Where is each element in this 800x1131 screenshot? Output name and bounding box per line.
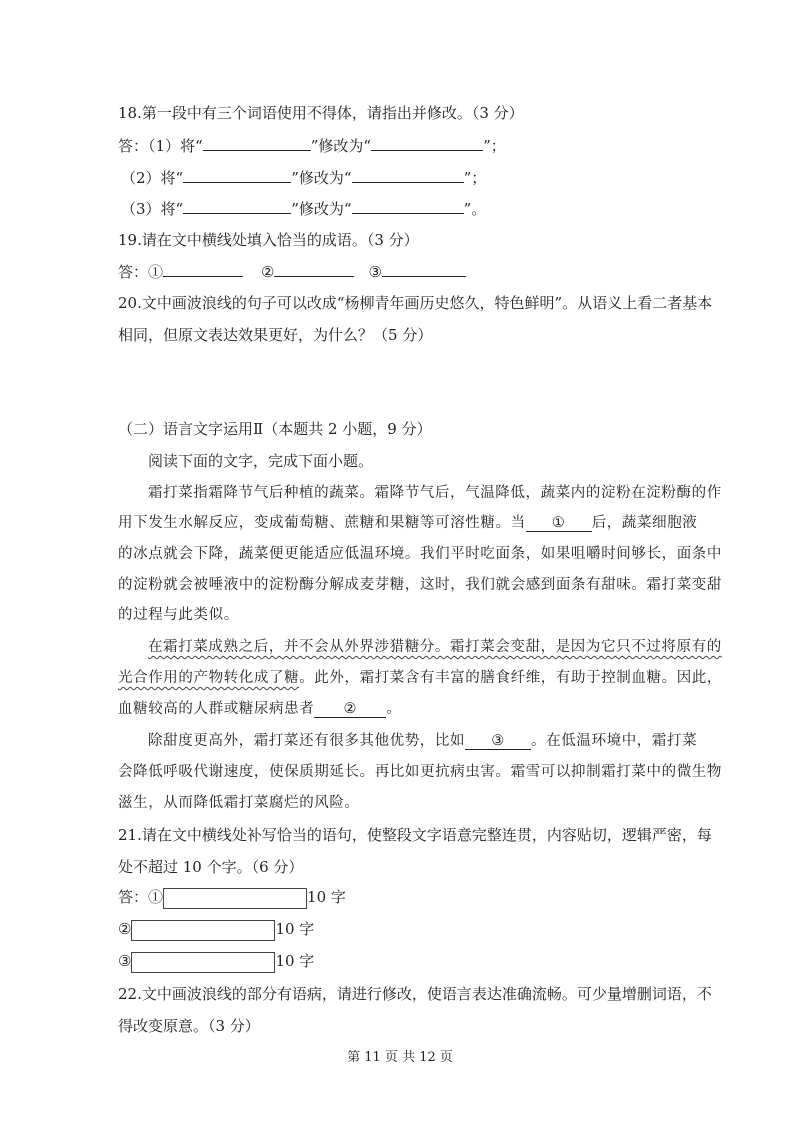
- q21-answer-1: [118, 887, 346, 909]
- wavy-sentence: 在霜打菜成熟之后，并不会从外界涉猎糖分。霜打菜会变甜，是因为它只不过将原有的: [148, 639, 722, 655]
- q21-answer-box-1[interactable]: [163, 888, 307, 909]
- q18-blank-3a[interactable]: [183, 199, 291, 214]
- passage-text: 。在低温环境中，霜打菜: [531, 733, 698, 749]
- passage-p1-line-5: 的过程与此类似。: [118, 607, 239, 623]
- q18-blank-1b[interactable]: [371, 136, 483, 151]
- q18-item2-prefix: （2）将“: [121, 169, 184, 187]
- marker-1: ①: [148, 888, 164, 906]
- q20-question-line-1: 20.文中画波浪线的句子可以改成“杨柳青年画历史悠久，特色鲜明”。从语义上看二者基本: [118, 294, 713, 312]
- q18-question: 18.第一段中有三个词语使用不得体，请指出并修改。（3 分）: [118, 104, 524, 122]
- q21-answer-box-3[interactable]: [131, 952, 275, 973]
- passage-blank-3[interactable]: ③: [465, 733, 531, 750]
- page-footer: 第 11 页 共 12 页: [347, 1050, 453, 1065]
- passage-text: 除甜度更高外，霜打菜还有很多其他优势，比如: [148, 733, 466, 749]
- q18-end: ”。: [463, 200, 487, 218]
- section-heading: （二）语言文字运用Ⅱ（本题共 2 小题，9 分）: [118, 420, 432, 438]
- marker-2: ②: [261, 263, 275, 281]
- passage-p3-line-1: [148, 731, 697, 751]
- char-limit: 10 字: [307, 888, 346, 906]
- answer-label: 答：: [118, 137, 149, 155]
- passage-p3-line-2: 会降低呼吸代谢速度，使保质期延长。再比如更抗病虫害。霜雪可以抑制霜打菜中的微生物: [118, 764, 722, 780]
- q20-question-line-2: 相同，但原文表达效果更好，为什么？（5 分）: [118, 326, 433, 344]
- q18-answer-2: [121, 168, 486, 188]
- passage-p2-line-2: [118, 668, 722, 688]
- q22-question-line-1: 22.文中画波浪线的部分有语病，请进行修改，使语言表达准确流畅。可少量增删词语，不: [118, 985, 712, 1003]
- q21-answer-box-2[interactable]: [131, 920, 275, 941]
- passage-text: 后，蔬菜细胞液: [591, 515, 698, 531]
- q18-blank-2b[interactable]: [352, 168, 464, 183]
- answer-label: 答：: [118, 263, 149, 281]
- wavy-sentence: 光合作用的产物转化成了糖: [118, 670, 300, 686]
- marker-2: ②: [118, 920, 132, 938]
- q18-mid: ”修改为“: [291, 200, 352, 218]
- q18-item3-prefix: （3）将“: [121, 200, 184, 218]
- passage-blank-1[interactable]: ①: [526, 515, 592, 532]
- marker-3: ③: [118, 952, 132, 970]
- q22-question-line-2: 得改变原意。（3 分）: [118, 1017, 260, 1035]
- q18-end: ”；: [463, 169, 487, 187]
- passage-blank-2[interactable]: ②: [314, 701, 386, 718]
- passage-p1-line-3: 的冰点就会下降，蔬菜便更能适应低温环境。我们平时吃面条，如果咀嚼时间够长，面条中: [118, 546, 722, 562]
- char-limit: 10 字: [275, 952, 315, 970]
- marker-3: ③: [368, 263, 382, 281]
- q19-blank-2[interactable]: [274, 262, 354, 277]
- q19-blank-3[interactable]: [382, 262, 466, 277]
- passage-p2-line-1: [148, 637, 722, 657]
- q21-answer-2: [118, 919, 314, 941]
- passage-p1-line-4: 的淀粉就会被唾液中的淀粉酶分解成麦芽糖，这时，我们就会感到面条有甜味。霜打菜变甜: [118, 577, 722, 593]
- q18-item1-prefix: （1）将“: [148, 137, 203, 155]
- passage-p1-line-2: [118, 513, 697, 533]
- q18-mid: ”修改为“: [310, 137, 372, 155]
- answer-label: 答：: [118, 888, 149, 906]
- passage-text: 。: [386, 701, 402, 717]
- passage-p2-line-3: [118, 699, 401, 719]
- passage-text: 血糖较高的人群或糖尿病患者: [118, 701, 315, 717]
- passage-text: 。此外，霜打菜含有丰富的膳食纤维，有助于控制血糖。因此，: [299, 670, 723, 686]
- q18-blank-3b[interactable]: [352, 199, 464, 214]
- q19-answer: [118, 262, 466, 282]
- passage-p3-line-3: 滋生，从而降低霜打菜腐烂的风险。: [118, 795, 360, 811]
- q18-mid: ”修改为“: [291, 169, 352, 187]
- q21-answer-3: [118, 951, 314, 973]
- q18-answer-3: [121, 199, 486, 219]
- q18-blank-2a[interactable]: [183, 168, 291, 183]
- passage-text: 用下发生水解反应，变成葡萄糖、蔗糖和果糖等可溶性糖。当: [118, 515, 526, 531]
- q19-blank-1[interactable]: [163, 262, 243, 277]
- marker-1: ①: [148, 263, 164, 281]
- q21-question-line-2: 处不超过 10 个字。（6 分）: [118, 858, 304, 876]
- q21-question-line-1: 21.请在文中横线处补写恰当的语句，使整段文字语意完整连贯，内容贴切，逻辑严密，每: [118, 826, 712, 844]
- passage-p1-line-1: 霜打菜指霜降节气后种植的蔬菜。霜降节气后，气温降低，蔬菜内的淀粉在淀粉酶的作: [148, 485, 722, 501]
- q18-blank-1a[interactable]: [203, 136, 311, 151]
- q19-question: 19.请在文中横线处填入恰当的成语。（3 分）: [118, 231, 419, 249]
- q18-answer-1: [118, 136, 506, 156]
- char-limit: 10 字: [275, 920, 315, 938]
- section-intro: 阅读下面的文字，完成下面小题。: [148, 452, 374, 470]
- q18-end: ”；: [483, 137, 506, 155]
